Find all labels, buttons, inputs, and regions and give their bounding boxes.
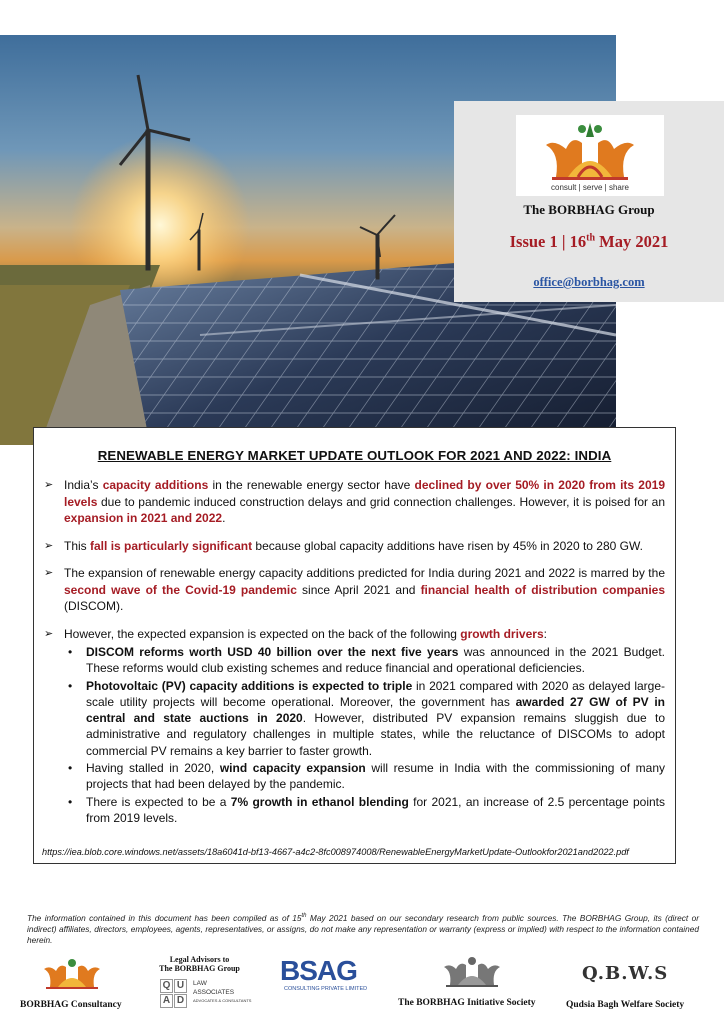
growth-drivers-list (64, 644, 665, 826)
group-name: The BORBHAG Group (523, 202, 655, 217)
qbws-logo: Q.B.W.S Qudsia Bagh Welfare Society (566, 963, 685, 1010)
bullet-dot-icon: • (68, 794, 73, 809)
list-item: • There is expected to be a 7% growth in ethanol blending for 2021, an increase of 2.5 percentage points from 2019 levels. (68, 794, 665, 825)
article-box (33, 427, 676, 864)
list-item: ➢ However, the expected expansion is expected on the back of the following growth drivers: • DISCOM reforms worth USD 40 billion over the next five years was announced in the 2021 Budget. These reforms would club existing schemes and reduce financial and operational deficiencies. • Photovoltaic (PV) capacity additions is expected to triple in 2021 compared with 2020 as delayed large-scale utility projects will become operational. Moreover, the government has awarded 27 GW of PV in central and state auctions in 2020. However, distributed PV expansion remains sluggish due to administrative and regulatory challenges in multiple states, while the reluctance of DISCOMs to adopt commercial PV remains a key barrier to faster growth. • Having stalled in 2020, wind capacity expansion will resume in India with the commissioning of many projects that had been delayed by the pandemic. • There is expected to be a 7% growth in ethanol blending for 2021, an increase of 2.5 percentage points from 2019 levels. (44, 626, 665, 825)
borbhag-emblem-icon (28, 955, 116, 995)
initiative-society-logo (398, 955, 548, 1011)
source-link[interactable]: https://iea.blob.core.windows.net/assets/18a6041d-bf13-4667-a4c2-8fc008974008/RenewableEnergyMarketUpdate-Outlookfor2021and2022.pdf (42, 847, 629, 857)
legal-advisors-label: Legal Advisors to The BORBHAG Group (159, 955, 240, 973)
issue-date: Issue 1 | 16th May 2021 (509, 232, 669, 251)
issue-card (454, 101, 724, 302)
arrow-bullet-icon: ➢ (44, 479, 54, 491)
bullet-dot-icon: • (68, 761, 73, 776)
arrow-bullet-icon: ➢ (44, 539, 54, 552)
bullet-dot-icon: • (68, 645, 73, 659)
arrow-bullet-icon: ➢ (44, 627, 54, 640)
list-item: • Having stalled in 2020, wind capacity expansion will resume in India with the commissioning of many projects that had been delayed by the pandemic. (68, 761, 665, 792)
bullet-dot-icon: • (68, 678, 73, 693)
borbhag-logo (516, 115, 664, 196)
borbhag-emblem-gray-icon (432, 955, 512, 993)
quad-law-logo (152, 955, 252, 1017)
list-item: • DISCOM reforms worth USD 40 billion over the next five years was announced in the 2021 Budget. These reforms would club existing schemes and reduce financial and operational deficiencies. (68, 645, 665, 676)
law-associates-text: LAW ASSOCIATES ADVOCATES & CONSULTANTS (193, 980, 252, 1003)
welfare-society-name: Qudsia Bagh Welfare Society (566, 1000, 685, 1010)
consultancy-name: BORBHAG Consultancy (20, 1000, 122, 1010)
initiative-society-name: The BORBHAG Initiative Society (398, 998, 536, 1008)
logo-tagline: consult | serve | share (551, 183, 629, 192)
list-item: • Photovoltaic (PV) capacity additions is expected to triple in 2021 compared with 2020 as delayed large-scale utility projects will become operational. Moreover, the government has awarded 27 GW of PV in central and state auctions in 2020. However, distributed PV expansion remains sluggish due to administrative and regulatory challenges in multiple states, while the reluctance of DISCOMs to adopt commercial PV remains a key barrier to faster growth. (68, 678, 665, 758)
main-bullet-list (44, 477, 665, 826)
arrow-bullet-icon: ➢ (44, 567, 54, 579)
borbhag-consultancy-logo (18, 955, 126, 1013)
list-item: ➢ This fall is particularly significant because global capacity additions have risen by 45% in 2020 to 280 GW. (44, 538, 643, 553)
bsag-logo: BSAG CONSULTING PRIVATE LIMITED (280, 955, 368, 992)
list-item: ➢ India’s capacity additions in the renewable energy sector have declined by over 50% in 2020 from its 2019 levels due to pandemic induced construction delays and grid connection challenges. However, it is poised for an expansion in 2021 and 2022. (44, 478, 665, 525)
list-item: ➢ The expansion of renewable energy capacity additions predicted for India during 2021 and 2022 is marred by the second wave of the Covid-19 pandemic since April 2021 and financial health of distribution companies (DISCOM). (44, 566, 666, 613)
email-link[interactable]: office@borbhag.com (533, 275, 645, 289)
quad-icon: Q U A D (160, 979, 188, 1009)
article-title: RENEWABLE ENERGY MARKET UPDATE OUTLOOK FOR 2021 AND 2022: INDIA (97, 448, 612, 463)
disclaimer: The information contained in this document has been compiled as of 15th May 2021 based on our secondary research from public sources. The BORBHAG Group, its (direct or indirect) affiliates, directors, employees, agents, representatives, or assigns, do not make any representation or warranty (express or implied) with respect to the information contained herein. (27, 912, 699, 945)
